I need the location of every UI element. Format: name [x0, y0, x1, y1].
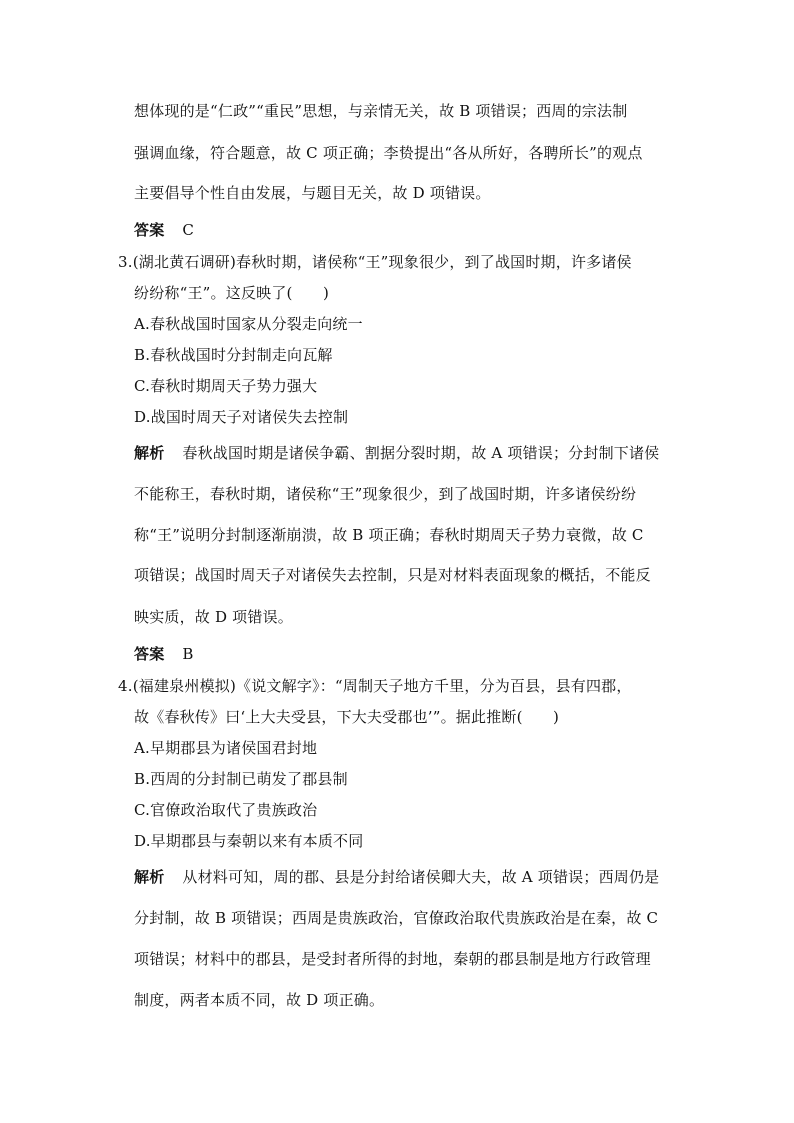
- answer-2: [134, 219, 194, 241]
- answer-3-label: 答案: [134, 645, 165, 663]
- question-3-explanation-text-1: 春秋战国时期是诸侯争霸、割据分裂时期，故 A 项错误；分封制下诸侯: [182, 444, 660, 462]
- question-4-option-d: D.早期郡县与秦朝以来有本质不同: [134, 832, 364, 850]
- question-4-stem-line-1: 4.(福建泉州模拟)《说文解字》：“周制天子地方千里，分为百县，县有四郡，: [118, 677, 632, 695]
- question-3-option-c: C.春秋时期周天子势力强大: [134, 377, 318, 395]
- question-3-stem-line-2: 纷纷称“王”。这反映了( ): [134, 284, 330, 302]
- question-4-explanation-text-1: 从材料可知，周的郡、县是分封给诸侯卿大夫，故 A 项错误；西周仍是: [182, 868, 660, 886]
- question-3-option-d: D.战国时周天子对诸侯失去控制: [134, 408, 349, 426]
- answer-2-label: 答案: [134, 221, 165, 239]
- question-3-explanation-line-4: 项错误；战国时周天子对诸侯失去控制，只是对材料表面现象的概括，不能反: [134, 566, 651, 584]
- question-4-stem-line-2: 故《春秋传》曰‘上大夫受县，下大夫受郡也’”。据此推断( ): [134, 708, 560, 726]
- answer-2-value: C: [182, 221, 195, 239]
- question-3-explanation-line-3: 称“王”说明分封制逐渐崩溃，故 B 项正确；春秋时期周天子势力衰微，故 C: [134, 526, 644, 544]
- question-3-explanation-line-1: [134, 442, 659, 464]
- question-3-explanation-label: 解析: [134, 444, 165, 462]
- question-3-explanation-line-5: 映实质，故 D 项错误。: [134, 608, 293, 626]
- question-4-option-c: C.官僚政治取代了贵族政治: [134, 801, 318, 819]
- question-3-option-a: A.春秋战国时国家从分裂走向统一: [134, 315, 363, 333]
- question-3-stem-line-1: 3.(湖北黄石调研)春秋时期，诸侯称“王”现象很少，到了战国时期，许多诸侯: [118, 253, 632, 271]
- question-4-explanation-line-4: 制度，两者本质不同，故 D 项正确。: [134, 991, 385, 1009]
- question-4-option-b: B.西周的分封制已萌发了郡县制: [134, 770, 348, 788]
- question-4-explanation-line-1: [134, 866, 659, 888]
- explanation-2-line-1: 想体现的是“仁政”“重民”思想，与亲情无关，故 B 项错误；西周的宗法制: [134, 102, 628, 120]
- question-4-explanation-line-2: 分封制，故 B 项错误；西周是贵族政治，官僚政治取代贵族政治是在秦，故 C: [134, 909, 659, 927]
- question-4-option-a: A.早期郡县为诸侯国君封地: [134, 739, 318, 757]
- answer-3-value: B: [182, 645, 194, 663]
- question-4-explanation-line-3: 项错误；材料中的郡县，是受封者所得的封地，秦朝的郡县制是地方行政管理: [134, 950, 651, 968]
- explanation-2-line-3: 主要倡导个性自由发展，与题目无关，故 D 项错误。: [134, 184, 491, 202]
- question-4-explanation-label: 解析: [134, 868, 165, 886]
- explanation-2-line-2: 强调血缘，符合题意，故 C 项正确；李贽提出“各从所好，各聘所长”的观点: [134, 144, 643, 162]
- question-3-option-b: B.春秋战国时分封制走向瓦解: [134, 346, 333, 364]
- question-3-explanation-line-2: 不能称王，春秋时期，诸侯称“王”现象很少，到了战国时期，许多诸侯纷纷: [134, 485, 637, 503]
- answer-3: [134, 643, 194, 665]
